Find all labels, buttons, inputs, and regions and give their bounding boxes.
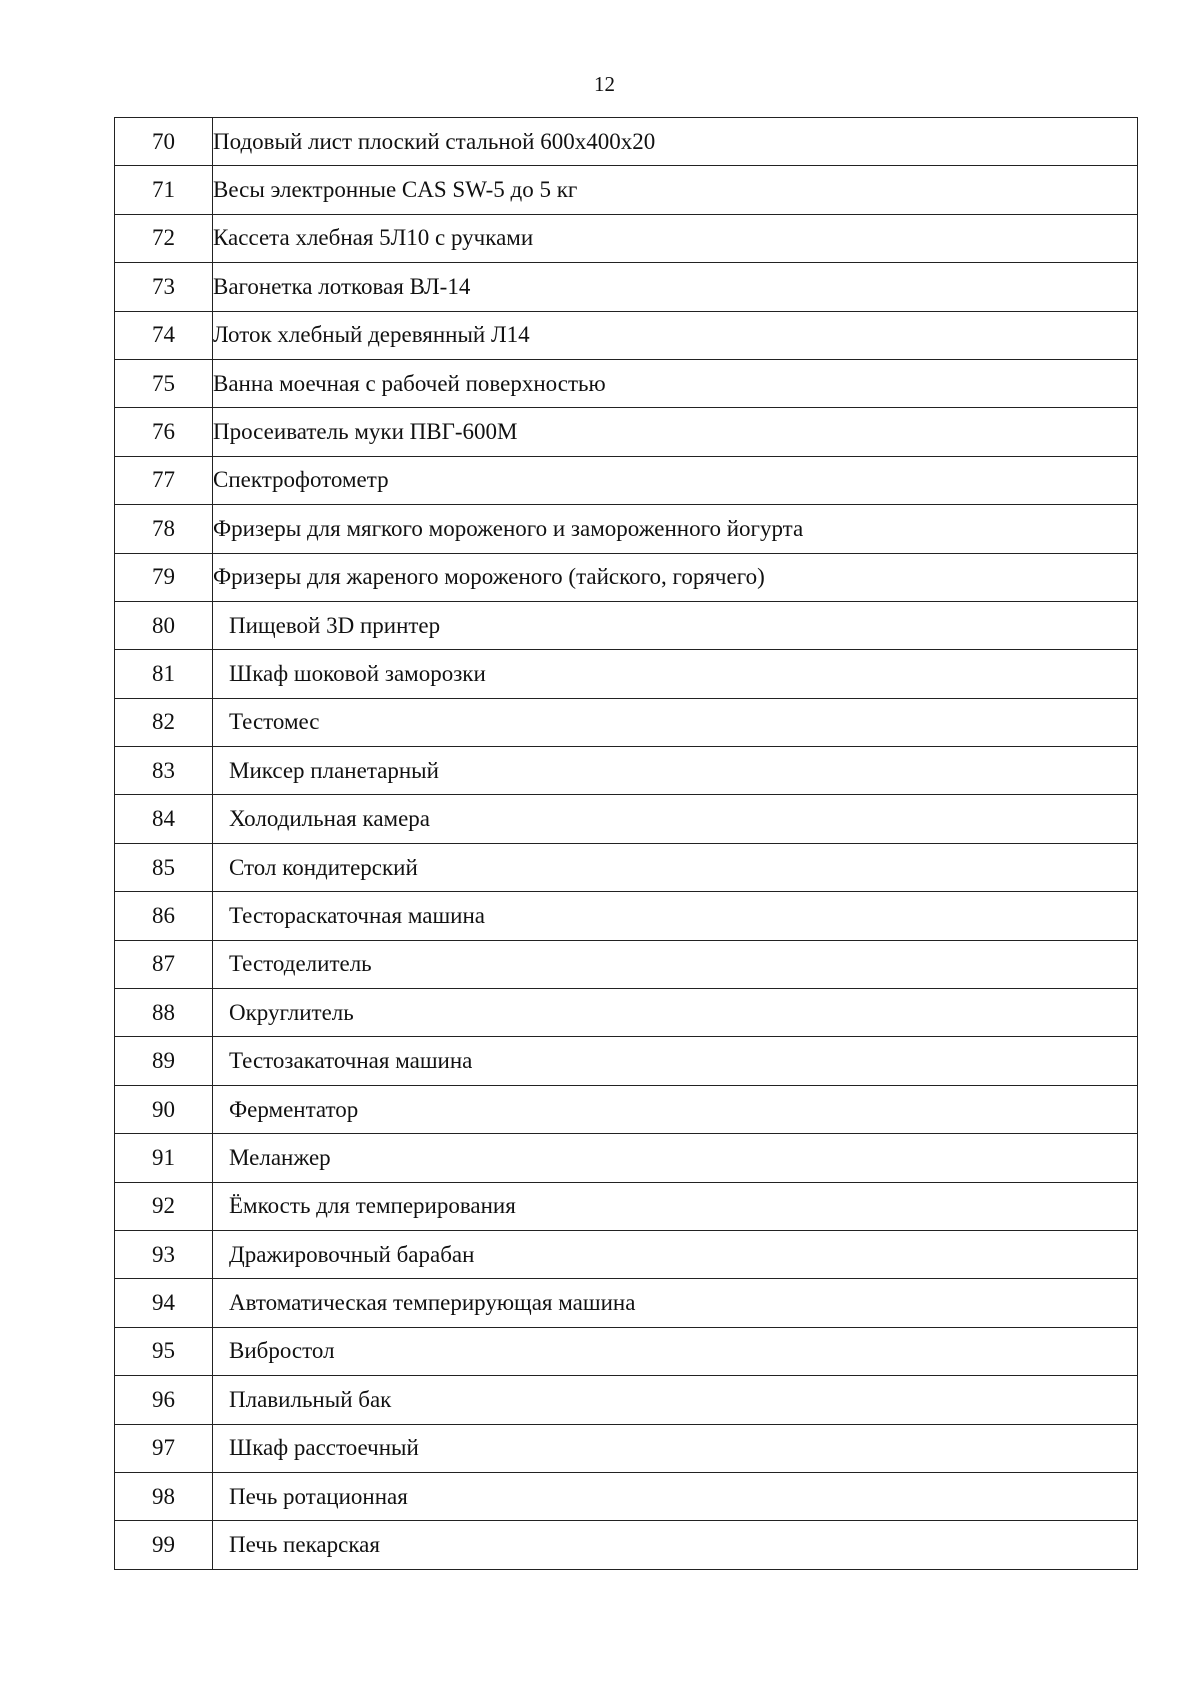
- row-number: 72: [115, 214, 213, 262]
- row-number: 87: [115, 940, 213, 988]
- page-number: 12: [594, 72, 615, 96]
- equipment-name: Тестораскаточная машина: [213, 892, 1138, 940]
- table-row: [115, 1037, 1138, 1085]
- table-row: [115, 1134, 1138, 1182]
- table-row: [115, 1472, 1138, 1520]
- row-number: 86: [115, 892, 213, 940]
- equipment-name: Автоматическая темперирующая машина: [213, 1279, 1138, 1327]
- equipment-name: Спектрофотометр: [213, 456, 1138, 504]
- equipment-name: Плавильный бак: [213, 1376, 1138, 1424]
- equipment-name: Кассета хлебная 5Л10 с ручками: [213, 214, 1138, 262]
- equipment-name: Холодильная камера: [213, 795, 1138, 843]
- row-number: 97: [115, 1424, 213, 1472]
- equipment-name: Тестомес: [213, 698, 1138, 746]
- table-row: [115, 843, 1138, 891]
- row-number: 85: [115, 843, 213, 891]
- equipment-name: Печь пекарская: [213, 1521, 1138, 1569]
- equipment-name: Вибростол: [213, 1327, 1138, 1375]
- equipment-name: Весы электронные CAS SW-5 до 5 кг: [213, 166, 1138, 214]
- row-number: 93: [115, 1230, 213, 1278]
- table-row: [115, 989, 1138, 1037]
- equipment-name: Меланжер: [213, 1134, 1138, 1182]
- table-row: [115, 1521, 1138, 1569]
- equipment-name: Печь ротационная: [213, 1472, 1138, 1520]
- row-number: 77: [115, 456, 213, 504]
- table-row: [115, 118, 1138, 166]
- equipment-name: Фризеры для мягкого мороженого и замороженного йогурта: [213, 505, 1138, 553]
- row-number: 78: [115, 505, 213, 553]
- equipment-name: Ферментатор: [213, 1085, 1138, 1133]
- table-row: [115, 1327, 1138, 1375]
- equipment-name: Тестозакаточная машина: [213, 1037, 1138, 1085]
- table-row: [115, 456, 1138, 504]
- equipment-name: Ванна моечная с рабочей поверхностью: [213, 359, 1138, 407]
- row-number: 94: [115, 1279, 213, 1327]
- row-number: 83: [115, 747, 213, 795]
- row-number: 99: [115, 1521, 213, 1569]
- row-number: 92: [115, 1182, 213, 1230]
- equipment-name: Пищевой 3D принтер: [213, 601, 1138, 649]
- table-row: [115, 553, 1138, 601]
- equipment-name: Просеиватель муки ПВГ-600М: [213, 408, 1138, 456]
- row-number: 73: [115, 263, 213, 311]
- row-number: 79: [115, 553, 213, 601]
- equipment-name: Вагонетка лотковая ВЛ-14: [213, 263, 1138, 311]
- row-number: 71: [115, 166, 213, 214]
- table-row: [115, 601, 1138, 649]
- table-row: [115, 747, 1138, 795]
- row-number: 84: [115, 795, 213, 843]
- table-row: [115, 892, 1138, 940]
- table-row: [115, 214, 1138, 262]
- row-number: 98: [115, 1472, 213, 1520]
- row-number: 76: [115, 408, 213, 456]
- table-row: [115, 311, 1138, 359]
- row-number: 96: [115, 1376, 213, 1424]
- row-number: 95: [115, 1327, 213, 1375]
- equipment-name: Подовый лист плоский стальной 600х400х20: [213, 118, 1138, 166]
- table-row: [115, 1085, 1138, 1133]
- equipment-name: Округлитель: [213, 989, 1138, 1037]
- equipment-name: Ёмкость для темперирования: [213, 1182, 1138, 1230]
- table-row: [115, 795, 1138, 843]
- row-number: 74: [115, 311, 213, 359]
- table-row: [115, 650, 1138, 698]
- table-row: [115, 359, 1138, 407]
- equipment-name: Миксер планетарный: [213, 747, 1138, 795]
- equipment-name: Тестоделитель: [213, 940, 1138, 988]
- row-number: 81: [115, 650, 213, 698]
- table-row: [115, 505, 1138, 553]
- row-number: 90: [115, 1085, 213, 1133]
- equipment-name: Дражировочный барабан: [213, 1230, 1138, 1278]
- table-row: [115, 698, 1138, 746]
- equipment-name: Шкаф расстоечный: [213, 1424, 1138, 1472]
- row-number: 91: [115, 1134, 213, 1182]
- row-number: 82: [115, 698, 213, 746]
- row-number: 70: [115, 118, 213, 166]
- table-row: [115, 408, 1138, 456]
- equipment-name: Лоток хлебный деревянный Л14: [213, 311, 1138, 359]
- table-row: [115, 940, 1138, 988]
- equipment-name: Стол кондитерский: [213, 843, 1138, 891]
- equipment-name: Фризеры для жареного мороженого (тайского, горячего): [213, 553, 1138, 601]
- table-row: [115, 1230, 1138, 1278]
- row-number: 88: [115, 989, 213, 1037]
- table-row: [115, 1376, 1138, 1424]
- equipment-name: Шкаф шоковой заморозки: [213, 650, 1138, 698]
- table-row: [115, 1182, 1138, 1230]
- table-row: [115, 263, 1138, 311]
- table-row: [115, 166, 1138, 214]
- row-number: 80: [115, 601, 213, 649]
- row-number: 89: [115, 1037, 213, 1085]
- table-row: [115, 1424, 1138, 1472]
- table-row: [115, 1279, 1138, 1327]
- equipment-table: [114, 117, 1138, 1570]
- row-number: 75: [115, 359, 213, 407]
